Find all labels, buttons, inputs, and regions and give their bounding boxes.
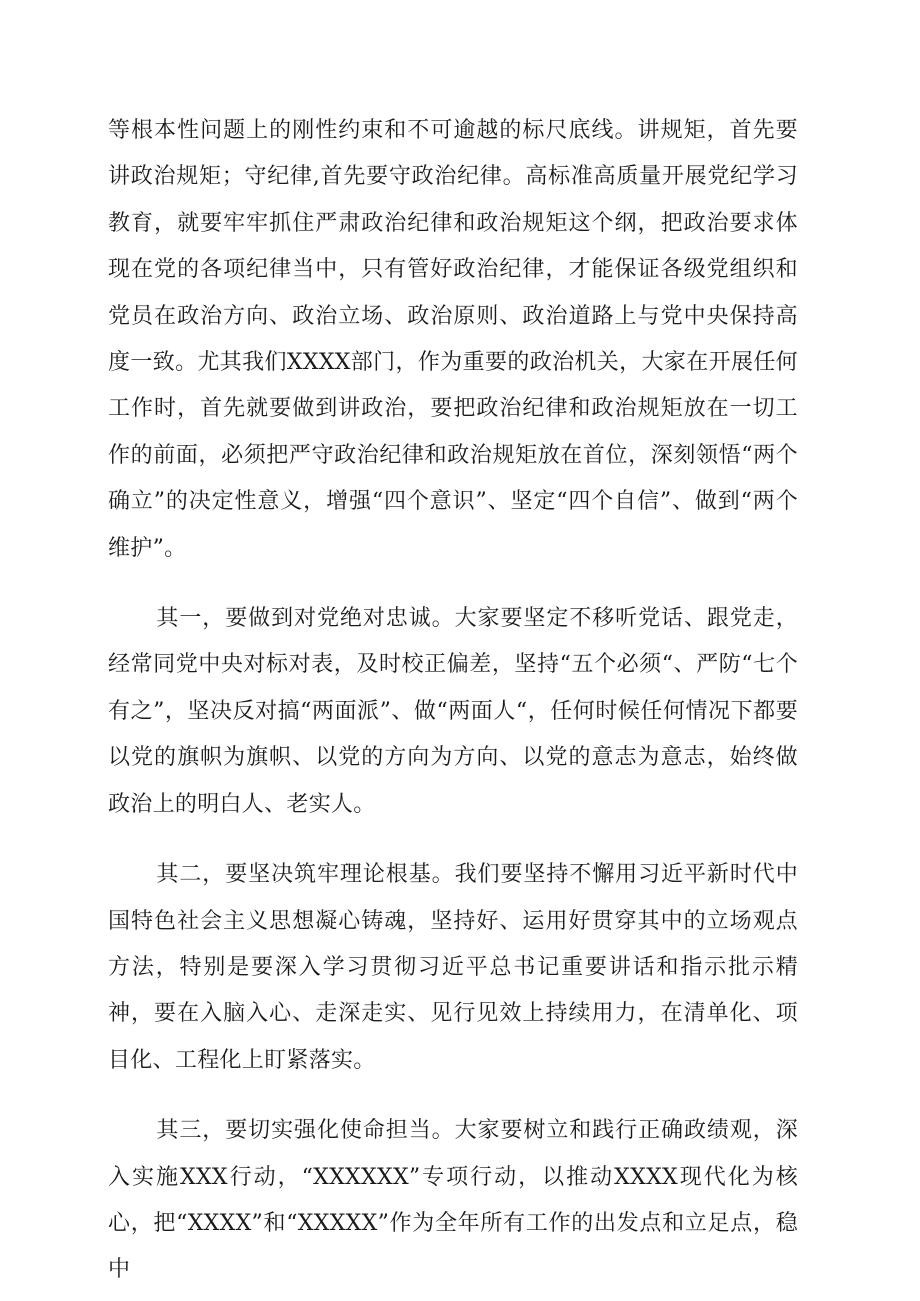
paragraph-loyalty: 其一，要做到对党绝对忠诚。大家要坚定不移听党话、跟党走，经常同党中央对标对表，及时校正偏差，坚持“五个必须“、严防“七个有之”，坚决反对搞“两面派”、做“两面人“，任何时候任何情况下都要以党的旗帜为旗帜、以党的方向为方向、以党的意志为意志，始终做政治上的明白人、老实人。 [108,606,798,817]
paragraph-political-discipline: 等根本性问题上的刚性约束和不可逾越的标尺底线。讲规矩，首先要讲政治规矩；守纪律,首先要守政治纪律。高标准高质量开展党纪学习教育，就要牢牢抓住严肃政治纪律和政治规矩这个纲，把政治要求体现在党的各项纪律当中，只有管好政治纪律，才能保证各级党组织和党员在政治方向、政治立场、政治原则、政治道路上与党中央保持高度一致。尤其我们XXXX部门，作为重要的政治机关，大家在开展任何工作时，首先就要做到讲政治，要把政治纪律和政治规矩放在一切工作的前面，必须把严守政治纪律和政治规矩放在首位，深刻领悟“两个确立”的决定性意义，增强“四个意识”、坚定“四个自信”、做到“两个维护”。 [108,118,798,561]
paragraph-mission: 其三，要切实强化使命担当。大家要树立和践行正确政绩观，深入实施XXX行动，“XXXXXX”专项行动，以推动XXXX现代化为核心，把“XXXX”和“XXXXX”作为全年所有工作的出发点和立足点，稳中 [108,1118,798,1283]
paragraph-theory: 其二，要坚决筑牢理论根基。我们要坚持不懈用习近平新时代中国特色社会主义思想凝心铸魂，坚持好、运用好贯穿其中的立场观点方法，特别是要深入学习贯彻习近平总书记重要讲话和指示批示精神，要在入脑入心、走深走实、见行见效上持续用力，在清单化、项目化、工程化上盯紧落实。 [108,862,798,1073]
document-body [108,108,798,1294]
